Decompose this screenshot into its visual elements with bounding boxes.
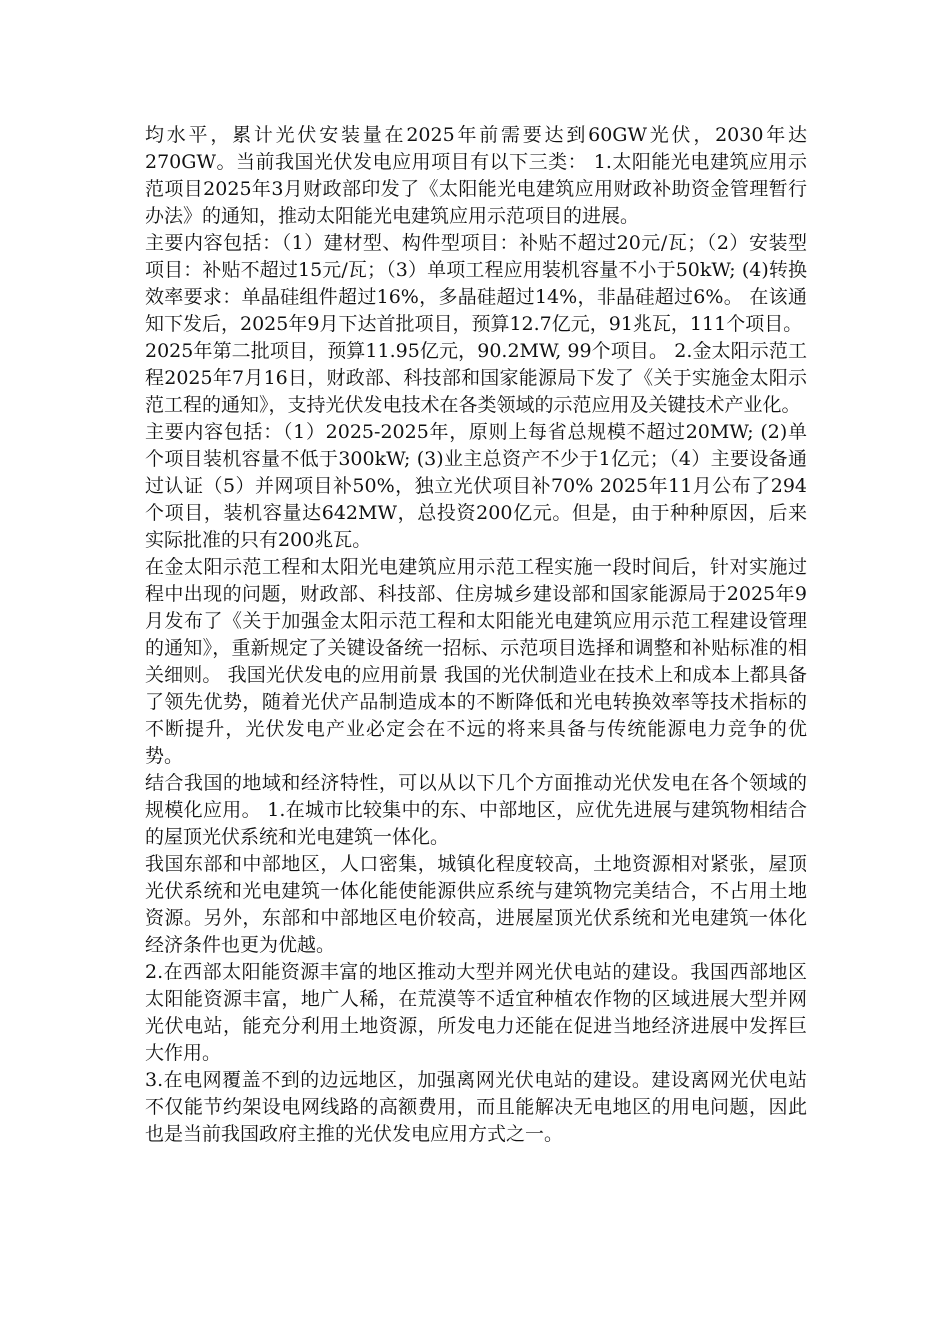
paragraph-5: 在金太阳示范工程和太阳光电建筑应用示范工程实施一段时间后，针对实施过程中出现的问题，财政部、科技部、住房城乡建设部和国家能源局于2025年9月发布了《关于加强金太阳示范工程和太阳能光电建筑应用示范工程建设管理的通知》，重新规定了关键设备统一招标、示范项目选择和调整和补贴标准的相关细则。 我国光伏发电的应用前景 我国的光伏制造业在技术上和成本上都具备了领先优势，随着光伏产品制造成本的不断降低和光电转换效率等技术指标的不断提升，光伏发电产业必定会在不远的将来具备与传统能源电力竞争的优势。 [145, 556, 807, 767]
paragraph-9: 3.在电网覆盖不到的边远地区，加强离网光伏电站的建设。建设离网光伏电站不仅能节约架设电网线路的高额费用，而且能解决无电地区的用电问题，因此也是当前我国政府主推的光伏发电应用方式之一。 [145, 1069, 807, 1145]
paragraph-4: 主要内容包括：（1）2025-2025年，原则上每省总规模不超过20MW; (2)单个项目装机容量不低于300kW; (3)业主总资产不少于1亿元；（4）主要设备通过认证（5）并网项目补50%，独立光伏项目补70% 2025年11月公布了294个项目，装机容量达642MW，总投资200亿元。但是，由于种种原因，后来实际批准的只有200兆瓦。 [145, 421, 807, 551]
paragraph-2: 主要内容包括：（1）建材型、构件型项目：补贴不超过20元/瓦；（2）安装型项目：补贴不超过15元/瓦；（3）单项工程应用装机容量不小于50kW; (4)转换效率要求：单晶硅组件超过16%，多晶硅超过14%，非晶硅超过6%。 在该通知下发后，2025年9月下达首批项目，预算12.7亿元，91兆瓦，111个项目。 [145, 232, 807, 335]
paragraph-1: 均水平，累计光伏安装量在2025年前需要达到60GW光伏，2030年达270GW。当前我国光伏发电应用项目有以下三类： 1.太阳能光电建筑应用示范项目2025年3月财政部印发了《太阳能光电建筑应用财政补助资金管理暂行办法》的通知，推动太阳能光电建筑应用示范项目的进展。 [145, 124, 807, 227]
document-body [145, 122, 807, 1148]
paragraph-3: 2025年第二批项目，预算11.95亿元，90.2MW, 99个项目。 2.金太阳示范工程2025年7月16日，财政部、科技部和国家能源局下发了《关于实施金太阳示范工程的通知》，支持光伏发电技术在各类领域的示范应用及关键技术产业化。 [145, 340, 807, 416]
paragraph-8: 2.在西部太阳能资源丰富的地区推动大型并网光伏电站的建设。我国西部地区太阳能资源丰富，地广人稀，在荒漠等不适宜种植农作物的区域进展大型并网光伏电站，能充分利用土地资源，所发电力还能在促进当地经济进展中发挥巨大作用。 [145, 961, 807, 1064]
paragraph-6: 结合我国的地域和经济特性，可以从以下几个方面推动光伏发电在各个领域的规模化应用。 1.在城市比较集中的东、中部地区，应优先进展与建筑物相结合的屋顶光伏系统和光电建筑一体化。 [145, 772, 807, 848]
paragraph-7: 我国东部和中部地区，人口密集，城镇化程度较高，土地资源相对紧张，屋顶光伏系统和光电建筑一体化能使能源供应系统与建筑物完美结合，不占用土地资源。另外，东部和中部地区电价较高，进展屋顶光伏系统和光电建筑一体化经济条件也更为优越。 [145, 853, 807, 956]
